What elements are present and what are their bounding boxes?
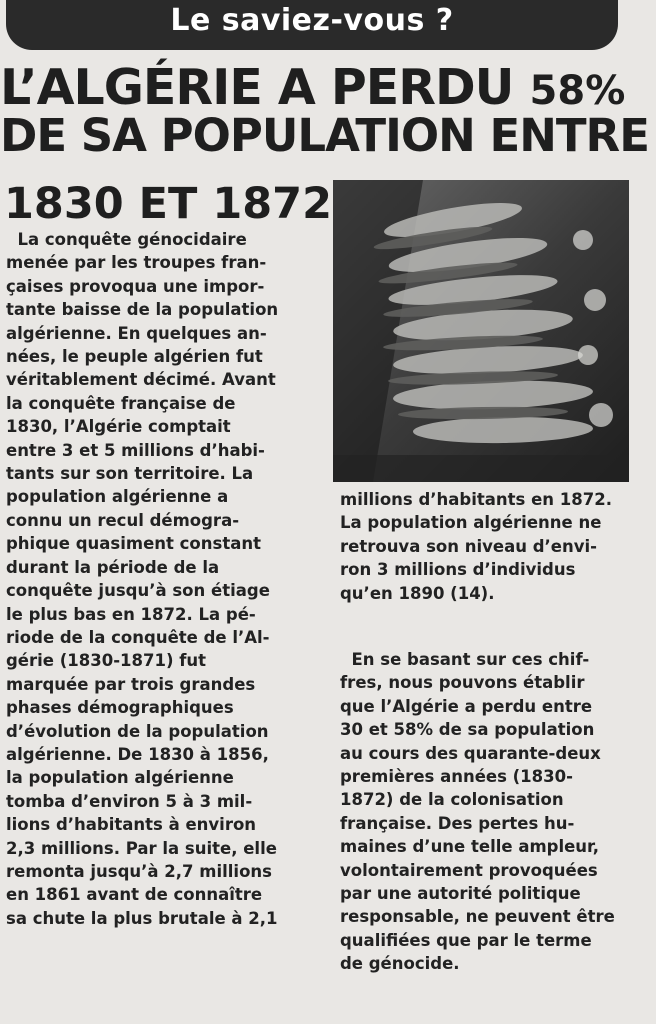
text-line: tants sur son territoire. La bbox=[6, 464, 254, 484]
text-line: qualifiées que par le terme bbox=[340, 930, 592, 950]
text-line: marquée par trois grandes bbox=[6, 674, 256, 694]
text-line: premières années (1830- bbox=[340, 767, 573, 787]
text-line: lions d’habitants à environ bbox=[6, 815, 257, 835]
article-column-right-top bbox=[340, 488, 640, 605]
text-line: 1830, l’Algérie comptait bbox=[6, 417, 231, 437]
text-line: d’évolution de la population bbox=[6, 721, 269, 741]
text-line: maines d’une telle ampleur, bbox=[340, 837, 600, 857]
headline-line-2: DE SA POPULATION ENTRE bbox=[0, 109, 649, 162]
headline-line-1 bbox=[0, 59, 626, 116]
text-line: entre 3 et 5 millions d’habi- bbox=[6, 440, 265, 460]
text-line: En se basant sur ces chif- bbox=[340, 650, 590, 669]
text-line: ron 3 millions d’individus bbox=[340, 560, 576, 580]
text-line: le plus bas en 1872. La pé- bbox=[6, 604, 256, 624]
text-line: sa chute la plus brutale à 2,1 bbox=[6, 908, 278, 928]
text-line: phique quasiment constant bbox=[6, 534, 261, 554]
text-line: gérie (1830-1871) fut bbox=[6, 651, 207, 671]
text-line: de génocide. bbox=[340, 954, 460, 974]
text-line: véritablement décimé. Avant bbox=[6, 370, 276, 390]
text-line: algérienne. De 1830 à 1856, bbox=[6, 744, 269, 764]
text-line: connu un recul démogra- bbox=[6, 510, 240, 530]
text-line: 1872) de la colonisation bbox=[340, 790, 564, 810]
text-line: 30 et 58% de sa population bbox=[340, 720, 595, 740]
text-line: remonta jusqu’à 2,7 millions bbox=[6, 861, 272, 881]
text-line: La conquête génocidaire bbox=[6, 230, 247, 249]
text-line: çaises provoqua une impor- bbox=[6, 276, 265, 296]
text-line: phases démographiques bbox=[6, 698, 234, 718]
text-line: 2,3 millions. Par la suite, elle bbox=[6, 838, 277, 858]
text-line: tante baisse de la population bbox=[6, 300, 279, 320]
text-line: retrouva son niveau d’envi- bbox=[340, 536, 597, 556]
text-line: population algérienne a bbox=[6, 487, 229, 507]
headline-line-3: 1830 ET 1872 bbox=[4, 179, 333, 229]
text-line: fres, nous pouvons établir bbox=[340, 673, 585, 693]
text-line: par une autorité politique bbox=[340, 884, 581, 904]
text-line: algérienne. En quelques an- bbox=[6, 323, 267, 343]
text-line: volontairement provoquées bbox=[340, 860, 598, 880]
headline-percent: 58% bbox=[529, 68, 626, 114]
text-line: menée par les troupes fran- bbox=[6, 253, 267, 273]
text-line: française. Des pertes hu- bbox=[340, 813, 575, 833]
text-line: La population algérienne ne bbox=[340, 513, 602, 533]
text-line: qu’en 1890 (14). bbox=[340, 583, 495, 603]
text-line: responsable, ne peuvent être bbox=[340, 907, 615, 927]
banner-title: Le saviez-vous ? bbox=[170, 3, 454, 38]
historical-photo-icon bbox=[333, 180, 629, 482]
text-line: riode de la conquête de l’Al- bbox=[6, 627, 270, 647]
text-line: la population algérienne bbox=[6, 768, 234, 788]
section-banner bbox=[6, 0, 618, 50]
text-line: tomba d’environ 5 à 3 mil- bbox=[6, 791, 253, 811]
text-line: durant la période de la bbox=[6, 557, 220, 577]
article-column-right-bottom bbox=[340, 648, 640, 976]
text-line: que l’Algérie a perdu entre bbox=[340, 696, 593, 716]
text-line: au cours des quarante-deux bbox=[340, 743, 601, 763]
text-line: nées, le peuple algérien fut bbox=[6, 347, 263, 367]
text-line: millions d’habitants en 1872. bbox=[340, 490, 612, 509]
text-line: conquête jusqu’à son étiage bbox=[6, 581, 270, 601]
headline-line-1-main: L’ALGÉRIE A PERDU bbox=[0, 59, 530, 116]
text-line: la conquête française de bbox=[6, 393, 236, 413]
text-line: en 1861 avant de connaître bbox=[6, 885, 263, 905]
article-column-left bbox=[6, 228, 324, 930]
